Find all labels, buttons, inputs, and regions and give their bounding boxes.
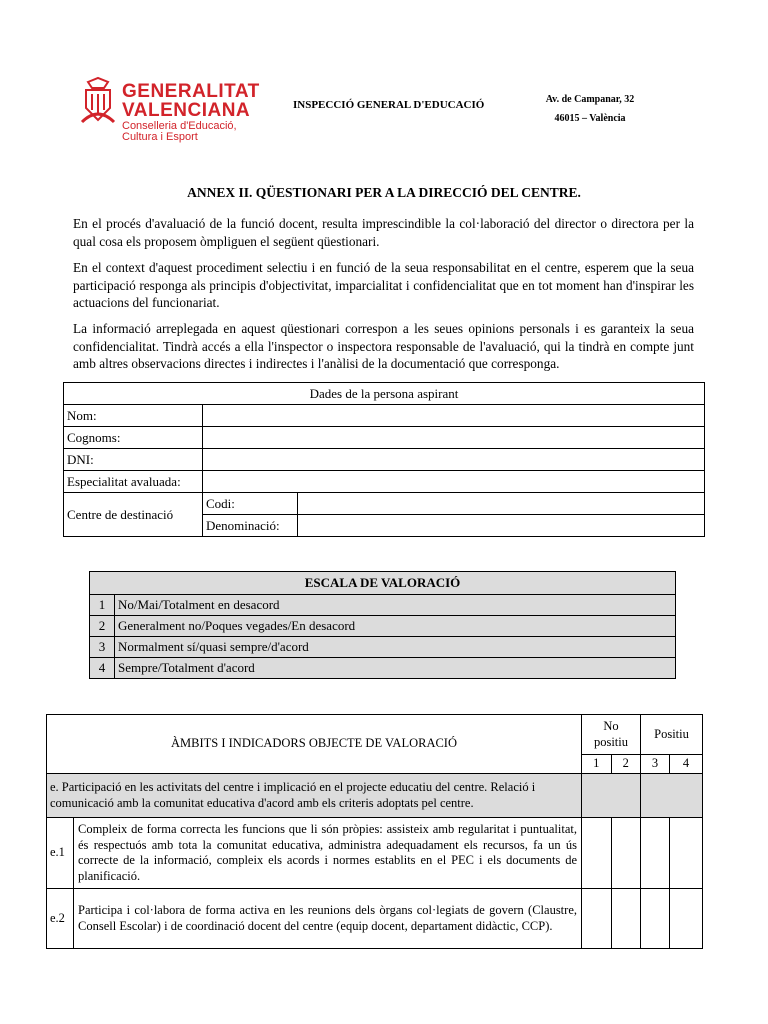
label-centre: Centre de destinació xyxy=(64,493,203,537)
no-positiu-header: No positiu xyxy=(582,715,641,755)
scale-label: Generalment no/Poques vegades/En desacord xyxy=(115,616,676,637)
scale-label: Sempre/Totalment d'acord xyxy=(115,658,676,679)
document-title: ANNEX II. QÜESTIONARI PER A LA DIRECCIÓ DEL CENTRE. xyxy=(187,185,581,200)
rating-cell-1[interactable] xyxy=(582,818,612,889)
scale-label: Normalment sí/quasi sempre/d'acord xyxy=(115,637,676,658)
label-nom: Nom: xyxy=(64,405,203,427)
rating-cell-2[interactable] xyxy=(611,818,641,889)
rating-scale-table xyxy=(89,571,676,679)
address-street: Av. de Campanar, 32 xyxy=(545,94,635,105)
field-especialitat[interactable] xyxy=(203,471,705,493)
positiu-header: Positiu xyxy=(641,715,703,755)
label-codi: Codi: xyxy=(203,493,298,515)
field-denominacio[interactable] xyxy=(298,515,705,537)
col-header-2: 2 xyxy=(611,755,641,774)
indicators-header: ÀMBITS I INDICADORS OBJECTE DE VALORACIÓ xyxy=(47,715,582,774)
intro-paragraph-2: En el context d'aquest procediment selectiu i en funció de la seua responsabilitat en el centre, esperem que la seua participació responga als principis d'objectivitat, imparcialitat i confidencialitat que en tot moment han d'inspirar les actuacions del funcionariat. xyxy=(73,260,694,310)
address-city: 46015 – València xyxy=(554,113,626,124)
rating-cell-3[interactable] xyxy=(641,818,670,889)
label-dni: DNI: xyxy=(64,449,203,471)
applicant-data-header: Dades de la persona aspirant xyxy=(64,383,705,405)
field-codi[interactable] xyxy=(298,493,705,515)
intro-paragraph-1: En el procés d'avaluació de la funció docent, resulta imprescindible la col·laboració del director o directora per la qual cosa els proposem òmpliguen el següent qüestionari. xyxy=(73,216,694,249)
field-nom[interactable] xyxy=(203,405,705,427)
generalitat-logo xyxy=(80,76,280,143)
field-dni[interactable] xyxy=(203,449,705,471)
label-denominacio: Denominació: xyxy=(203,515,298,537)
logo-title: GENERALITAT VALENCIANA xyxy=(122,81,260,121)
section-e-positiu xyxy=(641,774,703,818)
label-especialitat: Especialitat avaluada: xyxy=(64,471,203,493)
field-cognoms[interactable] xyxy=(203,427,705,449)
indicator-code: e.2 xyxy=(47,889,74,949)
section-e-no-positiu xyxy=(582,774,641,818)
col-header-4: 4 xyxy=(670,755,703,774)
rating-cell-3[interactable] xyxy=(641,889,670,949)
col-header-1: 1 xyxy=(582,755,612,774)
indicators-table xyxy=(46,714,703,949)
rating-cell-1[interactable] xyxy=(582,889,612,949)
logo-subtitle: Conselleria d'Educació, Cultura i Esport xyxy=(122,120,237,143)
indicator-code: e.1 xyxy=(47,818,74,889)
indicator-text: Participa i col·labora de forma activa en les reunions dels òrgans col·legiats de govern (Claustre, Consell Escolar) i de coordinació docent del centre (equip docent, departament didàctic, CCP). xyxy=(74,889,582,949)
scale-number: 3 xyxy=(90,637,115,658)
rating-cell-4[interactable] xyxy=(670,818,703,889)
scale-label: No/Mai/Totalment en desacord xyxy=(115,595,676,616)
address xyxy=(540,90,640,128)
scale-number: 1 xyxy=(90,595,115,616)
applicant-data-table xyxy=(63,382,705,537)
intro-paragraph-3: La informació arreplegada en aquest qüestionari correspon a les seues opinions personals i es garanteix la seua confidencialitat. Tindrà accés a ella l'inspector o inspectora responsable de l'avaluació, qui la tindrà en compte junt amb altres observacions directes i indirectes i l'anàlisi de la documentació que corresponga. xyxy=(73,321,694,371)
rating-scale-header: ESCALA DE VALORACIÓ xyxy=(90,572,676,595)
rating-cell-2[interactable] xyxy=(611,889,641,949)
col-header-3: 3 xyxy=(641,755,670,774)
scale-number: 4 xyxy=(90,658,115,679)
scale-number: 2 xyxy=(90,616,115,637)
rating-cell-4[interactable] xyxy=(670,889,703,949)
label-cognoms: Cognoms: xyxy=(64,427,203,449)
department-name: INSPECCIÓ GENERAL D'EDUCACIÓ xyxy=(293,99,485,111)
section-e-title: e. Participació en les activitats del centre i implicació en el projecte educatiu del centre. Relació i comunicació amb la comunitat educativa d'acord amb els criteris adoptats pel centre. xyxy=(47,774,582,818)
indicator-text: Compleix de forma correcta les funcions que li són pròpies: assisteix amb regularitat i puntualitat, és respectuós amb tota la comunitat educativa, administra adequadament els recursos, fa un ús correcte de la informació, compleix els acords i normes establits en el PEC i els documents de planificació. xyxy=(74,818,582,889)
generalitat-crest-icon xyxy=(80,76,116,126)
